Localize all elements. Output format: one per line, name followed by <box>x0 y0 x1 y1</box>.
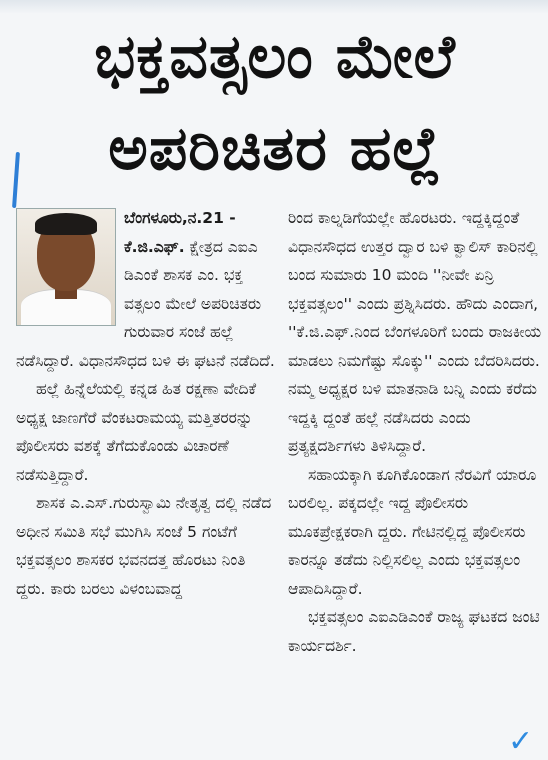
dateline: ಬೆಂಗಳೂರು,ನ.21 - ಕೆ.ಜಿ.ಎಫ್. <box>124 209 236 256</box>
paragraph-6: ಭಕ್ತವತ್ಸಲಂ ಎಐಎಡಿಎಂಕೆ ರಾಜ್ಯ ಘಟಕದ ಜಂಟಿ ಕಾರ್ಯದರ್ಶಿ. <box>288 608 540 655</box>
paragraph-3: ಶಾಸಕ ಎ.ಎಸ್.ಗುರುಸ್ವಾಮಿ ನೇತೃತ್ವ ದಲ್ಲಿ ನಡೆದ ಅಧೀನ ಸಮಿತಿ ಸಭೆ ಮುಗಿಸಿ ಸಂಜೆ 5 ಗಂಟೆಗೆ ಭಕ್ತವತ್ಸಲಂ ಶಾಸಕರ ಭವನದತ್ತ ಹೊರಟು ನಿಂತಿ ದ್ದರು. ಕಾರು ಬರಲು ವಿಳಂಬವಾದ್ದ <box>16 494 272 598</box>
paragraph-4: ರಿಂದ ಕಾಲ್ನಡಿಗೆಯಲ್ಲೇ ಹೊರಟರು. ಇದ್ದಕ್ಕಿದ್ದಂತೆ ವಿಧಾನಸೌಧದ ಉತ್ತರ ದ್ವಾರ ಬಳಿ ಕ್ವಾಲಿಸ್ ಕಾರಿನಲ್ಲಿ ಬಂದ ಸುಮಾರು 10 ಮಂದಿ ''ನೀವೇ ಏನ್ರಿ ಭಕ್ತವತ್ಸಲಂ'' ಎಂದು ಪ್ರಶ್ನಿಸಿದರು. ಹೌದು ಎಂದಾಗ, ''ಕೆ.ಜಿ.ಎಫ್.ನಿಂದ ಬೆಂಗಳೂರಿಗೆ ಬಂದು ರಾಜಕೀಯ ಮಾಡಲು ನಿಮಗೆಷ್ಟು ಸೊಕ್ಕು'' ಎಂದು ಬೆದರಿಸಿದರು. ನಮ್ಮ ಅಧ್ಯಕ್ಷರ ಬಳಿ ಮಾತನಾಡಿ ಬನ್ನಿ ಎಂದು ಕರೆದು ಇದ್ದಕ್ಕಿ ದ್ದಂತೆ ಹಲ್ಲೆ ನಡೆಸಿದರು ಎಂದು ಪ್ರತ್ಯಕ್ಷದರ್ಶಿಗಳು ತಿಳಿಸಿದ್ದಾರೆ. <box>288 209 542 455</box>
article-column-right <box>288 204 544 660</box>
article-column-left <box>16 204 278 603</box>
paragraph-5: ಸಹಾಯಕ್ಕಾಗಿ ಕೂಗಿಕೊಂಡಾಗ ನೆರವಿಗೆ ಯಾರೂ ಬರಲಿಲ್ಲ. ಪಕ್ಕದಲ್ಲೇ ಇದ್ದ ಪೊಲೀಸರು ಮೂಕಪ್ರೇಕ್ಷಕರಾಗಿ ದ್ದರು. ಗೇಟಿನಲ್ಲಿದ್ದ ಪೊಲೀಸರು ಕಾರನ್ನೂ ತಡೆದು ನಿಲ್ಲಿಸಲಿಲ್ಲ ಎಂದು ಭಕ್ತವತ್ಸಲಂ ಆಪಾದಿಸಿದ್ದಾರೆ. <box>288 465 537 598</box>
headline-line-2: ಅಪರಿಚಿತರ ಹಲ್ಲೆ <box>108 114 442 184</box>
portrait-photo <box>16 208 116 326</box>
paragraph-2: ಹಲ್ಲೆ ಹಿನ್ನೆಲೆಯಲ್ಲಿ ಕನ್ನಡ ಹಿತ ರಕ್ಷಣಾ ವೇದಿಕೆ ಅಧ್ಯಕ್ಷ ಜಾಣಗೆರೆ ವೆಂಕಟರಾಮಯ್ಯ ಮತ್ತಿತರರನ್ನು ಪೊಲೀಸರು ವಶಕ್ಕೆ ತೆಗೆದುಕೊಂಡು ವಿಚಾರಣೆ ನಡೆಸುತ್ತಿದ್ದಾರೆ. <box>16 380 257 484</box>
page-top-strip <box>0 0 548 14</box>
photo-hair <box>35 213 97 235</box>
paragraph-1: ಕ್ಷೇತ್ರದ ಎಐಎ ಡಿಎಂಕೆ ಶಾಸಕ ಎಂ. ಭಕ್ತ ವತ್ಸಲಂ ಮೇಲೆ ಅಪರಿಚಿತರು ಗುರುವಾರ ಸಂಜೆ ಹಲ್ಲೆ ನಡೆಸಿದ್ದಾರೆ. ವಿಧಾನಸೌಧದ ಬಳಿ ಈ ಘಟನೆ ನಡೆದಿದೆ. <box>16 237 275 370</box>
pen-scribble-mark: ✓ <box>508 724 534 759</box>
headline-line-1: ಭಕ್ತವತ್ಸಲಂ ಮೇಲೆ <box>94 22 456 92</box>
